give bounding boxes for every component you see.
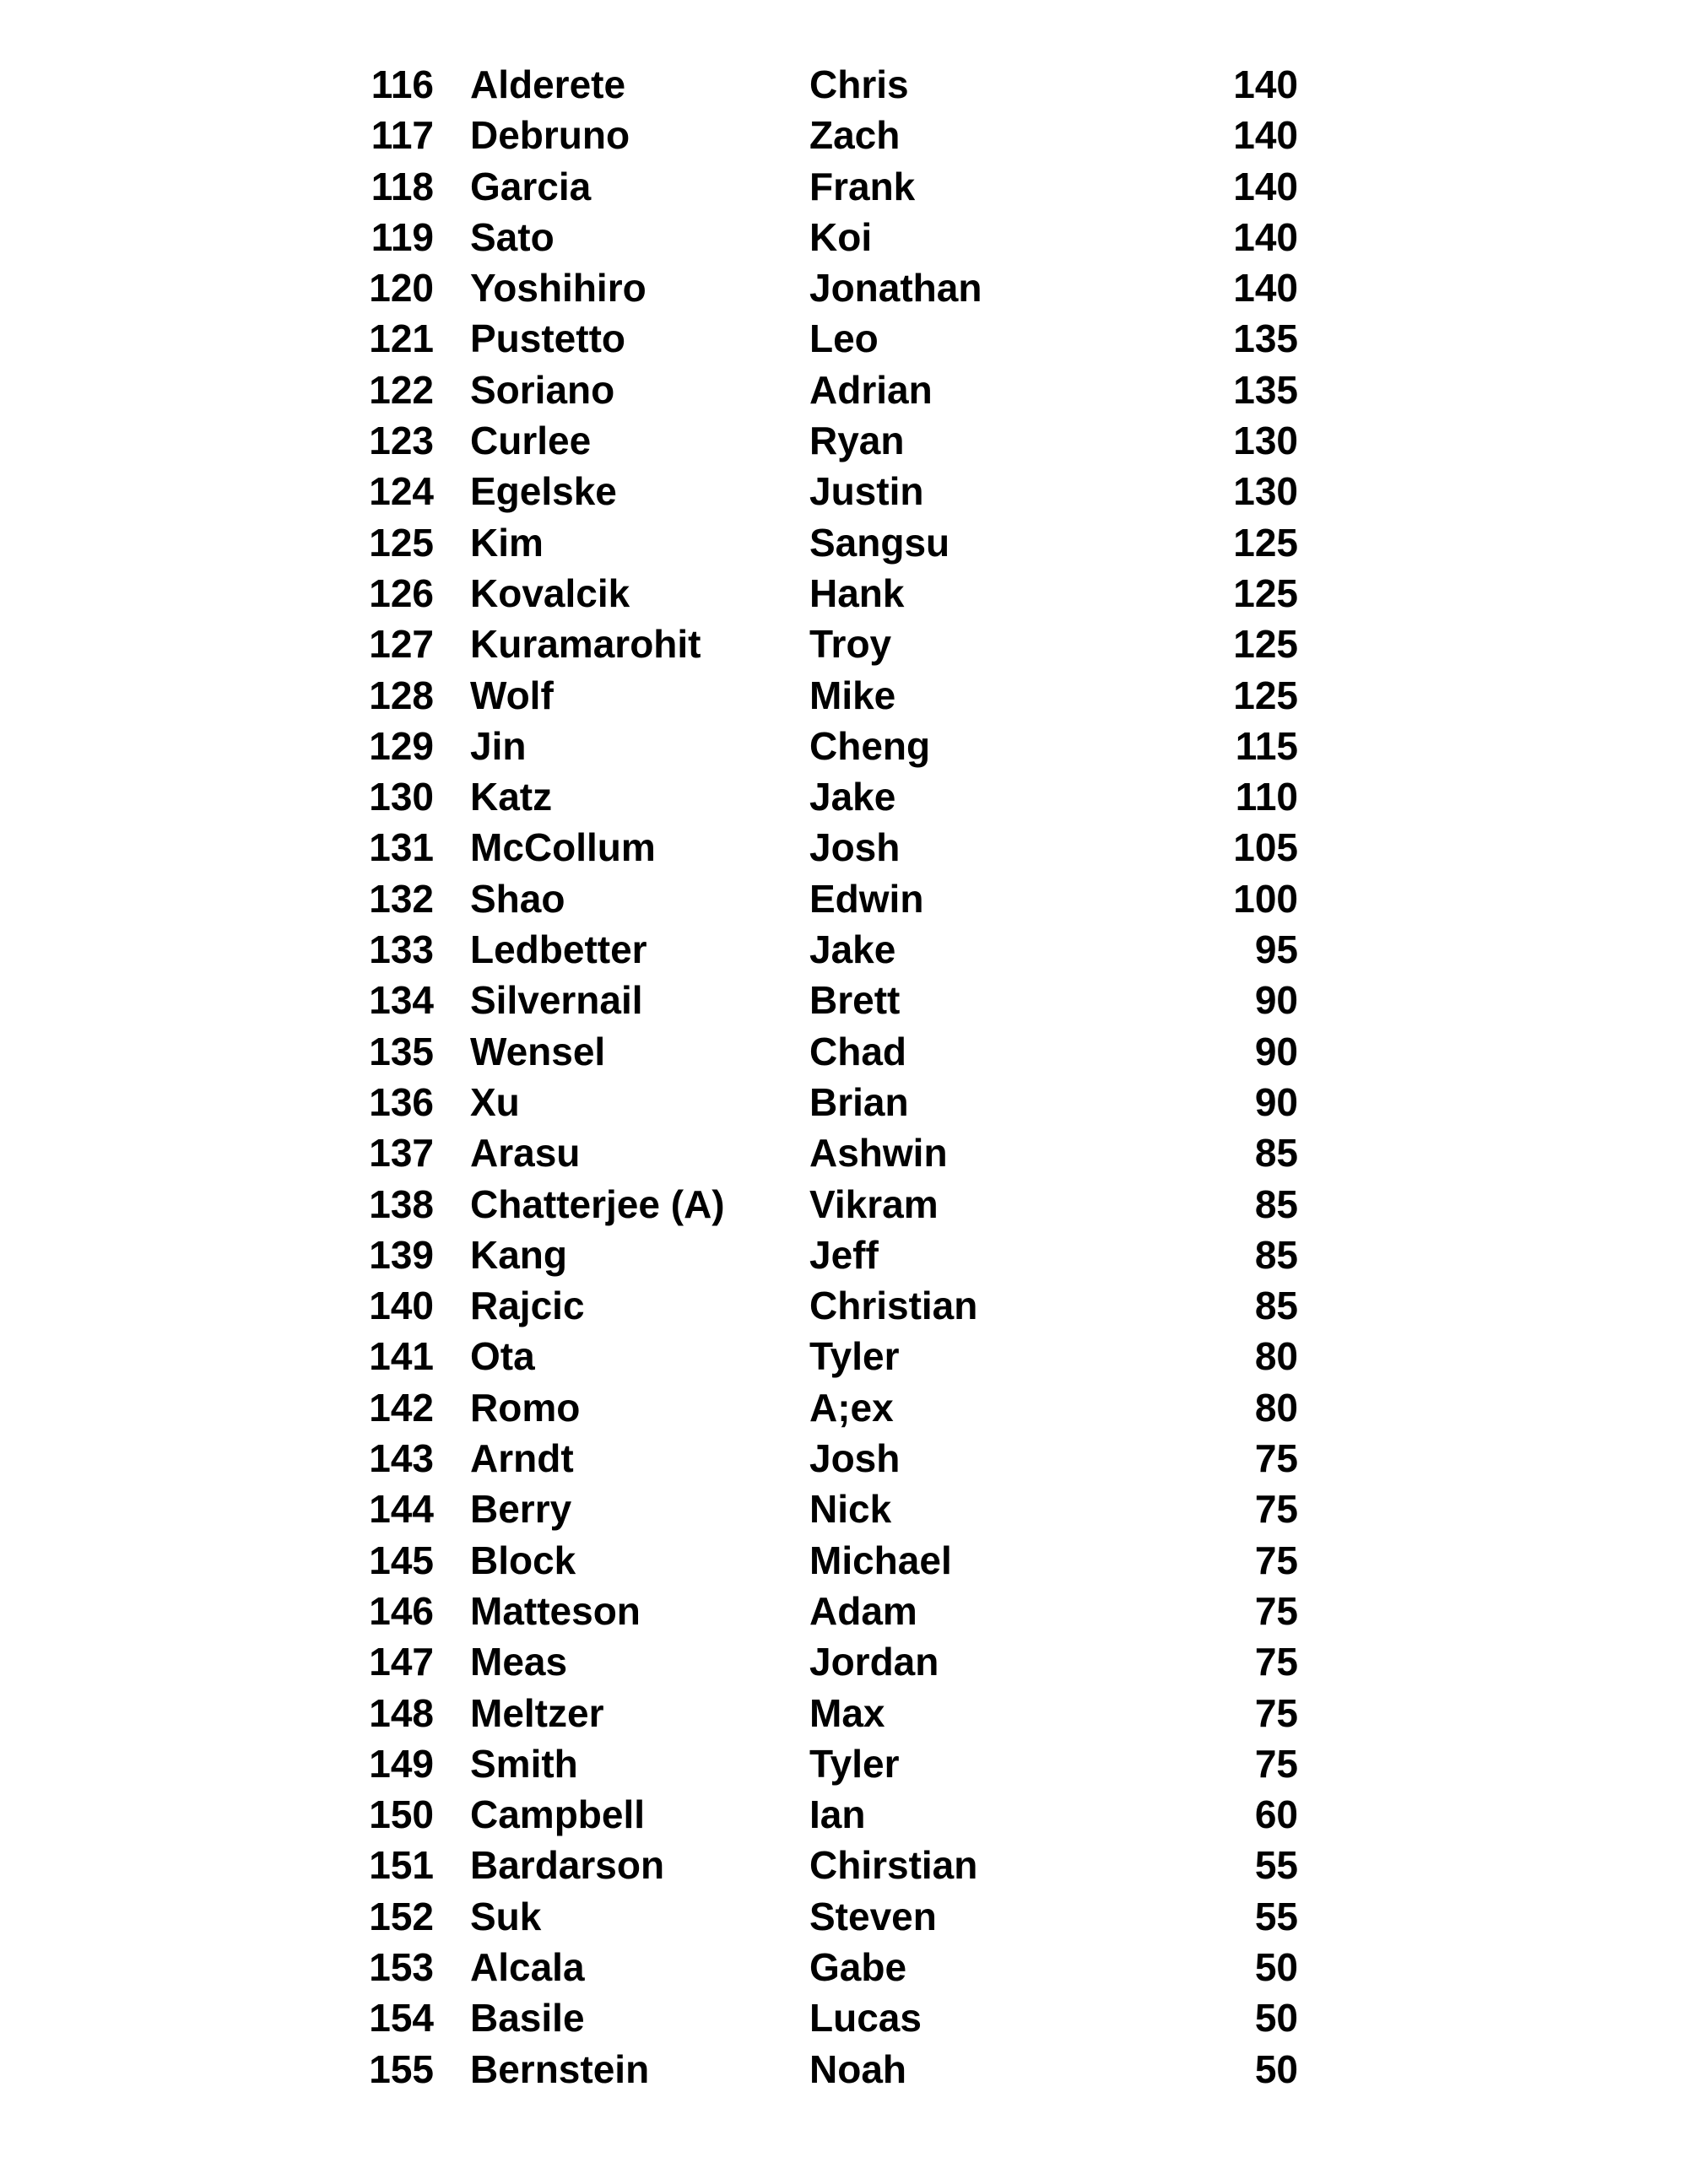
- rank-cell: 149: [369, 1741, 434, 1786]
- last-name-cell: Chatterjee (A): [470, 1181, 725, 1226]
- table-row: [0, 262, 1298, 313]
- rank-cell: 141: [369, 1334, 434, 1379]
- score-cell: 135: [1233, 367, 1298, 412]
- last-name-cell: Debruno: [470, 113, 630, 158]
- first-name-cell: Brian: [809, 1079, 909, 1124]
- rank-cell: 122: [369, 367, 434, 412]
- score-cell: 60: [1254, 1792, 1298, 1837]
- last-name-cell: Block: [470, 1538, 576, 1582]
- rank-cell: 152: [369, 1894, 434, 1938]
- rank-cell: 132: [369, 876, 434, 921]
- score-cell: 85: [1254, 1131, 1298, 1176]
- rank-cell: 144: [369, 1487, 434, 1532]
- score-cell: 135: [1233, 316, 1298, 361]
- rank-cell: 145: [369, 1538, 434, 1582]
- score-cell: 95: [1254, 927, 1298, 972]
- first-name-cell: Michael: [809, 1538, 952, 1582]
- last-name-cell: Jin: [470, 723, 527, 768]
- table-row: [0, 110, 1298, 160]
- first-name-cell: Sangsu: [809, 520, 950, 565]
- last-name-cell: Berry: [470, 1487, 572, 1532]
- score-cell: 75: [1254, 1487, 1298, 1532]
- last-name-cell: Sato: [470, 214, 555, 259]
- table-row: [0, 721, 1298, 771]
- table-row: [0, 822, 1298, 873]
- first-name-cell: Jonathan: [809, 266, 982, 311]
- first-name-cell: Tyler: [809, 1334, 900, 1379]
- score-cell: 140: [1233, 266, 1298, 311]
- last-name-cell: Arasu: [470, 1131, 581, 1176]
- rank-cell: 131: [369, 825, 434, 870]
- first-name-cell: Cheng: [809, 723, 931, 768]
- table-row: [0, 1230, 1298, 1280]
- score-cell: 75: [1254, 1690, 1298, 1735]
- table-row: [0, 1127, 1298, 1178]
- rank-cell: 130: [369, 775, 434, 819]
- rank-cell: 126: [369, 570, 434, 615]
- rank-cell: 121: [369, 316, 434, 361]
- last-name-cell: Xu: [470, 1079, 520, 1124]
- last-name-cell: Meltzer: [470, 1690, 604, 1735]
- table-row: [0, 1331, 1298, 1381]
- score-cell: 85: [1254, 1232, 1298, 1277]
- rank-cell: 146: [369, 1588, 434, 1633]
- first-name-cell: Edwin: [809, 876, 924, 921]
- first-name-cell: Mike: [809, 673, 896, 717]
- last-name-cell: Suk: [470, 1894, 542, 1938]
- score-cell: 85: [1254, 1284, 1298, 1328]
- first-name-cell: Jake: [809, 927, 896, 972]
- table-row: [0, 1891, 1298, 1942]
- rank-cell: 118: [371, 164, 434, 208]
- score-cell: 130: [1233, 469, 1298, 514]
- table-row: [0, 1636, 1298, 1687]
- score-cell: 85: [1254, 1181, 1298, 1226]
- last-name-cell: Matteson: [470, 1588, 641, 1633]
- table-row: [0, 415, 1298, 466]
- last-name-cell: Kovalcik: [470, 570, 630, 615]
- rank-cell: 133: [369, 927, 434, 972]
- score-cell: 90: [1254, 978, 1298, 1023]
- last-name-cell: Kuramarohit: [470, 622, 701, 667]
- table-row: [0, 517, 1298, 568]
- first-name-cell: Josh: [809, 1436, 901, 1481]
- first-name-cell: Koi: [809, 214, 873, 259]
- last-name-cell: Meas: [470, 1640, 568, 1684]
- score-cell: 115: [1235, 723, 1298, 768]
- table-row: [0, 1433, 1298, 1484]
- rank-cell: 137: [369, 1131, 434, 1176]
- last-name-cell: Smith: [470, 1741, 578, 1786]
- last-name-cell: Kim: [470, 520, 544, 565]
- last-name-cell: McCollum: [470, 825, 656, 870]
- first-name-cell: Steven: [809, 1894, 937, 1938]
- last-name-cell: Silvernail: [470, 978, 643, 1023]
- rank-cell: 151: [369, 1843, 434, 1888]
- first-name-cell: Chad: [809, 1029, 906, 1073]
- table-row: [0, 975, 1298, 1025]
- first-name-cell: Brett: [809, 978, 901, 1023]
- rank-cell: 117: [371, 113, 434, 158]
- table-row: [0, 1535, 1298, 1586]
- first-name-cell: Vikram: [809, 1181, 939, 1226]
- last-name-cell: Ota: [470, 1334, 535, 1379]
- table-row: [0, 924, 1298, 975]
- table-row: [0, 1586, 1298, 1636]
- rank-cell: 153: [369, 1944, 434, 1989]
- last-name-cell: Alcala: [470, 1944, 585, 1989]
- last-name-cell: Soriano: [470, 367, 615, 412]
- rank-cell: 116: [371, 62, 434, 106]
- score-cell: 125: [1233, 673, 1298, 717]
- rank-cell: 147: [369, 1640, 434, 1684]
- rank-cell: 120: [369, 266, 434, 311]
- first-name-cell: Max: [809, 1690, 885, 1735]
- rank-cell: 143: [369, 1436, 434, 1481]
- score-cell: 90: [1254, 1029, 1298, 1073]
- table-row: [0, 619, 1298, 669]
- last-name-cell: Pustetto: [470, 316, 625, 361]
- rank-cell: 119: [371, 214, 434, 259]
- last-name-cell: Romo: [470, 1385, 581, 1430]
- score-cell: 75: [1254, 1640, 1298, 1684]
- last-name-cell: Arndt: [470, 1436, 574, 1481]
- first-name-cell: Christian: [809, 1284, 978, 1328]
- last-name-cell: Ledbetter: [470, 927, 647, 972]
- table-row: [0, 2044, 1298, 2095]
- table-row: [0, 365, 1298, 415]
- score-cell: 90: [1254, 1079, 1298, 1124]
- last-name-cell: Egelske: [470, 469, 617, 514]
- score-cell: 75: [1254, 1538, 1298, 1582]
- score-cell: 130: [1233, 419, 1298, 463]
- table-row: [0, 1179, 1298, 1230]
- first-name-cell: Ryan: [809, 419, 905, 463]
- rank-cell: 138: [369, 1181, 434, 1226]
- first-name-cell: Zach: [809, 113, 901, 158]
- last-name-cell: Yoshihiro: [470, 266, 647, 311]
- rank-cell: 136: [369, 1079, 434, 1124]
- score-cell: 55: [1254, 1843, 1298, 1888]
- table-row: [0, 1789, 1298, 1840]
- rank-cell: 129: [369, 723, 434, 768]
- first-name-cell: Chris: [809, 62, 909, 106]
- table-row: [0, 873, 1298, 924]
- first-name-cell: Hank: [809, 570, 905, 615]
- rank-cell: 139: [369, 1232, 434, 1277]
- score-cell: 140: [1233, 214, 1298, 259]
- score-cell: 140: [1233, 113, 1298, 158]
- first-name-cell: Adam: [809, 1588, 917, 1633]
- rank-cell: 142: [369, 1385, 434, 1430]
- score-cell: 50: [1254, 1996, 1298, 2041]
- score-cell: 75: [1254, 1741, 1298, 1786]
- rank-cell: 128: [369, 673, 434, 717]
- last-name-cell: Garcia: [470, 164, 592, 208]
- score-cell: 50: [1254, 1944, 1298, 1989]
- score-cell: 125: [1233, 520, 1298, 565]
- roster-table: [0, 59, 1298, 2095]
- first-name-cell: A;ex: [809, 1385, 894, 1430]
- table-row: [0, 771, 1298, 822]
- first-name-cell: Nick: [809, 1487, 892, 1532]
- first-name-cell: Adrian: [809, 367, 933, 412]
- rank-cell: 155: [369, 2046, 434, 2091]
- score-cell: 50: [1254, 2046, 1298, 2091]
- first-name-cell: Noah: [809, 2046, 906, 2091]
- table-row: [0, 59, 1298, 110]
- score-cell: 125: [1233, 570, 1298, 615]
- last-name-cell: Wolf: [470, 673, 554, 717]
- table-row: [0, 313, 1298, 364]
- score-cell: 110: [1235, 775, 1298, 819]
- score-cell: 55: [1254, 1894, 1298, 1938]
- score-cell: 80: [1254, 1334, 1298, 1379]
- score-cell: 75: [1254, 1588, 1298, 1633]
- first-name-cell: Ashwin: [809, 1131, 948, 1176]
- last-name-cell: Curlee: [470, 419, 592, 463]
- last-name-cell: Kang: [470, 1232, 567, 1277]
- first-name-cell: Leo: [809, 316, 879, 361]
- last-name-cell: Rajcic: [470, 1284, 585, 1328]
- last-name-cell: Basile: [470, 1996, 585, 2041]
- score-cell: 125: [1233, 622, 1298, 667]
- rank-cell: 154: [369, 1996, 434, 2041]
- first-name-cell: Jake: [809, 775, 896, 819]
- rank-cell: 134: [369, 978, 434, 1023]
- table-row: [0, 1738, 1298, 1789]
- first-name-cell: Jeff: [809, 1232, 879, 1277]
- table-row: [0, 212, 1298, 262]
- first-name-cell: Josh: [809, 825, 901, 870]
- first-name-cell: Lucas: [809, 1996, 922, 2041]
- first-name-cell: Troy: [809, 622, 892, 667]
- first-name-cell: Chirstian: [809, 1843, 978, 1888]
- table-row: [0, 466, 1298, 516]
- score-cell: 140: [1233, 62, 1298, 106]
- score-cell: 140: [1233, 164, 1298, 208]
- first-name-cell: Frank: [809, 164, 916, 208]
- table-row: [0, 1840, 1298, 1890]
- table-row: [0, 161, 1298, 212]
- rank-cell: 127: [369, 622, 434, 667]
- table-row: [0, 1484, 1298, 1534]
- first-name-cell: Tyler: [809, 1741, 900, 1786]
- table-row: [0, 1992, 1298, 2043]
- score-cell: 100: [1233, 876, 1298, 921]
- rank-cell: 148: [369, 1690, 434, 1735]
- rank-cell: 140: [369, 1284, 434, 1328]
- rank-cell: 135: [369, 1029, 434, 1073]
- score-cell: 105: [1233, 825, 1298, 870]
- table-row: [0, 1026, 1298, 1077]
- first-name-cell: Jordan: [809, 1640, 939, 1684]
- last-name-cell: Bernstein: [470, 2046, 650, 2091]
- table-row: [0, 670, 1298, 721]
- table-row: [0, 1942, 1298, 1992]
- table-row: [0, 1077, 1298, 1127]
- rank-cell: 123: [369, 419, 434, 463]
- table-row: [0, 1280, 1298, 1331]
- last-name-cell: Campbell: [470, 1792, 646, 1837]
- rank-cell: 124: [369, 469, 434, 514]
- table-row: [0, 1382, 1298, 1433]
- first-name-cell: Gabe: [809, 1944, 907, 1989]
- rank-cell: 125: [369, 520, 434, 565]
- score-cell: 75: [1254, 1436, 1298, 1481]
- last-name-cell: Wensel: [470, 1029, 606, 1073]
- last-name-cell: Katz: [470, 775, 553, 819]
- rank-cell: 150: [369, 1792, 434, 1837]
- last-name-cell: Bardarson: [470, 1843, 665, 1888]
- last-name-cell: Shao: [470, 876, 565, 921]
- first-name-cell: Ian: [809, 1792, 866, 1837]
- score-cell: 80: [1254, 1385, 1298, 1430]
- last-name-cell: Alderete: [470, 62, 626, 106]
- table-row: [0, 568, 1298, 619]
- table-row: [0, 1688, 1298, 1738]
- first-name-cell: Justin: [809, 469, 924, 514]
